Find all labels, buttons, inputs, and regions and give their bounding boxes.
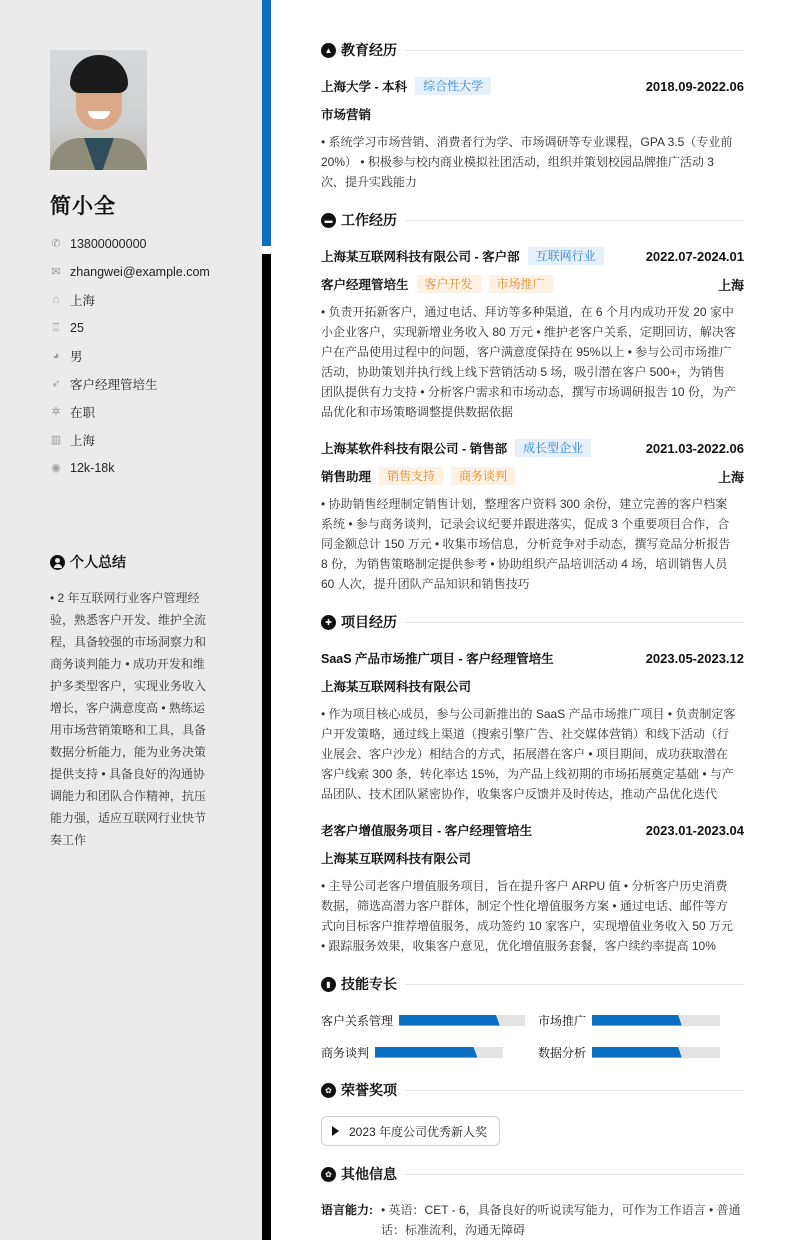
section-awards <box>321 1080 744 1100</box>
language-row <box>321 1200 744 1240</box>
summary-text: • 2 年互联网行业客户管理经验，熟悉客户开发、维护全流程，具备较强的市场洞察力和商务谈判能力 • 成功开发和维护多类型客户，实现业务收入增长，客户满意度高 • 熟练运用市场营销策略和工具，具备数据分析能力，能为业务决策提供支持 • 具备良好的沟通协调能力和团队合作精神，抗压能力强，适应互联网行业快节奏工作 <box>50 591 207 847</box>
education-major-row <box>321 104 744 124</box>
work-date: 2022.07-2024.01 <box>645 248 744 264</box>
project-header <box>321 648 744 668</box>
skill-fill <box>399 1015 500 1026</box>
skill-name: 数据分析 <box>538 1045 587 1060</box>
project-description: • 作为项目核心成员，参与公司新推出的 SaaS 产品市场推广项目 • 负责制定客户开发策略，通过线上渠道（搜索引擎广告、社交媒体营销）和线下活动（行业展会、客户沙龙）相结合的方式，拓展潜在客户 • 项目期间，成功获取潜在客户线索 300 条，转化率达 15%，为产品上线初期的市场拓展奠定基础 • 与产品团队、技术团队紧密协作，收集客户反馈并及时传达，推动产品优化迭代 <box>321 707 736 801</box>
section-title: 工作经历 <box>341 212 397 228</box>
skill-track <box>592 1047 720 1058</box>
school-name: 上海大学 - 本科 <box>321 80 408 94</box>
divider <box>405 1090 744 1091</box>
divider <box>405 50 744 51</box>
info-target-role <box>50 370 250 398</box>
award-item[interactable] <box>321 1116 500 1146</box>
divider <box>405 1174 744 1175</box>
bar-chart-icon: ▮ <box>321 977 336 992</box>
section-title: 项目经历 <box>341 614 397 630</box>
work-item-header <box>321 246 744 266</box>
school-tag: 综合性大学 <box>415 77 491 95</box>
work-description: • 负责开拓新客户，通过电话、拜访等多种渠道，在 6 个月内成功开发 20 家中小企业客户，实现新增业务收入 80 万元 • 维护老客户关系，定期回访，解决客户在产品使用过程中的问题，客户满意度保持在 95%以上 • 参与公司市场推广活动，协助策划并执行线上线下营销活动 5 场，吸引潜在客户 500+，为销售团队提供有力支持 • 分析客户需求和市场动态，撰写市场调研报告 10 份，为产品优化和市场策略调整提供数据依据 <box>321 305 736 419</box>
phone-icon: ✆ <box>51 238 61 250</box>
accent-stripe-blue <box>262 0 271 246</box>
divider <box>405 220 744 221</box>
graduation-cap-icon: ▲ <box>321 43 336 58</box>
summary-heading <box>50 552 126 572</box>
skill-tag: 商务谈判 <box>451 467 515 485</box>
skill-track <box>592 1015 720 1026</box>
section-education <box>321 40 744 60</box>
candidate-name: 简小全 <box>50 195 116 218</box>
project-company-row <box>321 676 744 696</box>
divider <box>405 622 744 623</box>
work-item-header <box>321 438 744 458</box>
company-name: 上海某软件科技有限公司 - 销售部 <box>321 442 508 456</box>
language-label: 语言能力: <box>321 1203 373 1217</box>
play-triangle-icon <box>332 1126 339 1136</box>
skill-bar-item <box>321 1012 525 1028</box>
briefcase-icon: ▬ <box>321 213 336 228</box>
info-location <box>50 286 250 314</box>
age-value: 25 <box>70 321 84 335</box>
info-status <box>50 398 250 426</box>
building-icon: ▥ <box>50 434 62 446</box>
grid-icon: ✚ <box>321 615 336 630</box>
gender-value: 男 <box>70 350 83 364</box>
divider <box>405 984 744 985</box>
work-location: 上海 <box>717 469 744 485</box>
project-description: • 主导公司老客户增值服务项目，旨在提升客户 ARPU 值 • 分析客户历史消费数据，筛选高潜力客户群体，制定个性化增值服务方案 • 通过电话、邮件等方式向目标客户推荐增值服务，成功签约 10 家客户，实现增值业务收入 50 万元 • 跟踪服务效果，收集客户意见，优化增值服务套餐，客户续约率提高 10% <box>321 879 734 953</box>
contact-info-list <box>50 230 250 482</box>
education-date: 2018.09-2022.06 <box>645 78 744 94</box>
project-name: 老客户增值服务项目 - 客户经理管培生 <box>321 824 533 838</box>
status-gear-icon: ✲ <box>51 406 61 418</box>
job-role: 客户经理管培生 <box>321 278 409 292</box>
major: 市场营销 <box>321 108 372 122</box>
info-email <box>50 258 250 286</box>
section-title: 荣誉奖项 <box>341 1082 397 1098</box>
section-skills <box>321 974 744 994</box>
skill-fill <box>592 1015 682 1026</box>
skill-tag: 销售支持 <box>379 467 443 485</box>
summary-title: 个人总结 <box>70 554 126 570</box>
work-description: • 协助销售经理制定销售计划，整理客户资料 300 余份，建立完善的客户档案系统 • 参与商务谈判，记录会议纪要并跟进落实，促成 3 个重要项目合作，合同金额总计 150 万元 • 收集市场信息，分析竞争对手动态，撰写竞品分析报告 8 份，为销售策略制定提供参考 • 协助组织产品培训活动 4 场，培训销售人员 60 人次，提升团队产品知识和销售技巧 <box>321 497 731 591</box>
work-date: 2021.03-2022.06 <box>645 440 744 456</box>
skill-tag: 市场推广 <box>489 275 553 293</box>
language-value: • 英语：CET - 6，具备良好的听说读写能力，可作为工作语言 • 普通话：标准流利，沟通无障碍 <box>381 1203 741 1237</box>
project-date: 2023.05-2023.12 <box>645 650 744 666</box>
status-value: 在职 <box>70 406 96 420</box>
skill-name: 商务谈判 <box>321 1045 370 1060</box>
project-company: 上海某互联网科技有限公司 <box>321 680 472 694</box>
work-location: 上海 <box>717 277 744 293</box>
skill-fill <box>592 1047 682 1058</box>
email-value: zhangwei@example.com <box>70 265 210 279</box>
award-name: 2023 年度公司优秀新人奖 <box>349 1124 488 1139</box>
salary-icon: ◉ <box>51 462 61 474</box>
section-title: 技能专长 <box>341 976 397 992</box>
avatar-photo <box>50 50 147 170</box>
work-item-role-row <box>321 466 744 486</box>
company-name: 上海某互联网科技有限公司 - 客户部 <box>321 250 520 264</box>
phone-value: 13800000000 <box>70 237 147 251</box>
education-description: • 系统学习市场营销、消费者行为学、市场调研等专业课程，GPA 3.5（专业前 20%） • 积极参与校内商业模拟社团活动，组织并策划校园品牌推广活动 3 次，提升实践能力 <box>321 135 733 189</box>
send-icon: ➶ <box>51 378 61 390</box>
info-phone <box>50 230 250 258</box>
salary-value: 12k-18k <box>70 461 115 475</box>
education-header <box>321 76 744 96</box>
skill-fill <box>375 1047 477 1058</box>
section-work <box>321 210 744 230</box>
project-name: SaaS 产品市场推广项目 - 客户经理管培生 <box>321 652 554 666</box>
location-value: 上海 <box>70 294 96 308</box>
project-company: 上海某互联网科技有限公司 <box>321 852 472 866</box>
work-item-role-row <box>321 274 744 294</box>
project-header <box>321 820 744 840</box>
project-company-row <box>321 848 744 868</box>
skill-tag: 客户开发 <box>417 275 481 293</box>
cake-icon: ♖ <box>51 322 61 334</box>
skill-track <box>375 1047 503 1058</box>
skill-bar-item <box>538 1012 720 1028</box>
target-city-value: 上海 <box>70 434 96 448</box>
info-salary <box>50 454 250 482</box>
industry-tag: 互联网行业 <box>528 247 604 265</box>
gender-icon: ◕ <box>52 350 60 362</box>
accent-stripe-black <box>262 254 271 1240</box>
section-title: 教育经历 <box>341 42 397 58</box>
user-circle-icon <box>50 555 65 570</box>
section-title: 其他信息 <box>341 1166 397 1182</box>
project-date: 2023.01-2023.04 <box>645 822 744 838</box>
info-target-city <box>50 426 250 454</box>
info-icon: ✿ <box>321 1167 336 1182</box>
skill-name: 市场推广 <box>538 1013 587 1028</box>
email-icon: ✉ <box>51 266 61 278</box>
target-role-value: 客户经理管培生 <box>70 378 158 392</box>
section-other <box>321 1164 744 1184</box>
info-age <box>50 314 250 342</box>
home-icon: ⌂ <box>52 294 60 306</box>
skill-bar-item <box>321 1044 503 1060</box>
info-gender <box>50 342 250 370</box>
skill-track <box>399 1015 525 1026</box>
section-projects <box>321 612 744 632</box>
skill-name: 客户关系管理 <box>321 1013 394 1028</box>
industry-tag: 成长型企业 <box>515 439 591 457</box>
job-role: 销售助理 <box>321 470 372 484</box>
award-icon: ✿ <box>321 1083 336 1098</box>
skill-bar-item <box>538 1044 720 1060</box>
